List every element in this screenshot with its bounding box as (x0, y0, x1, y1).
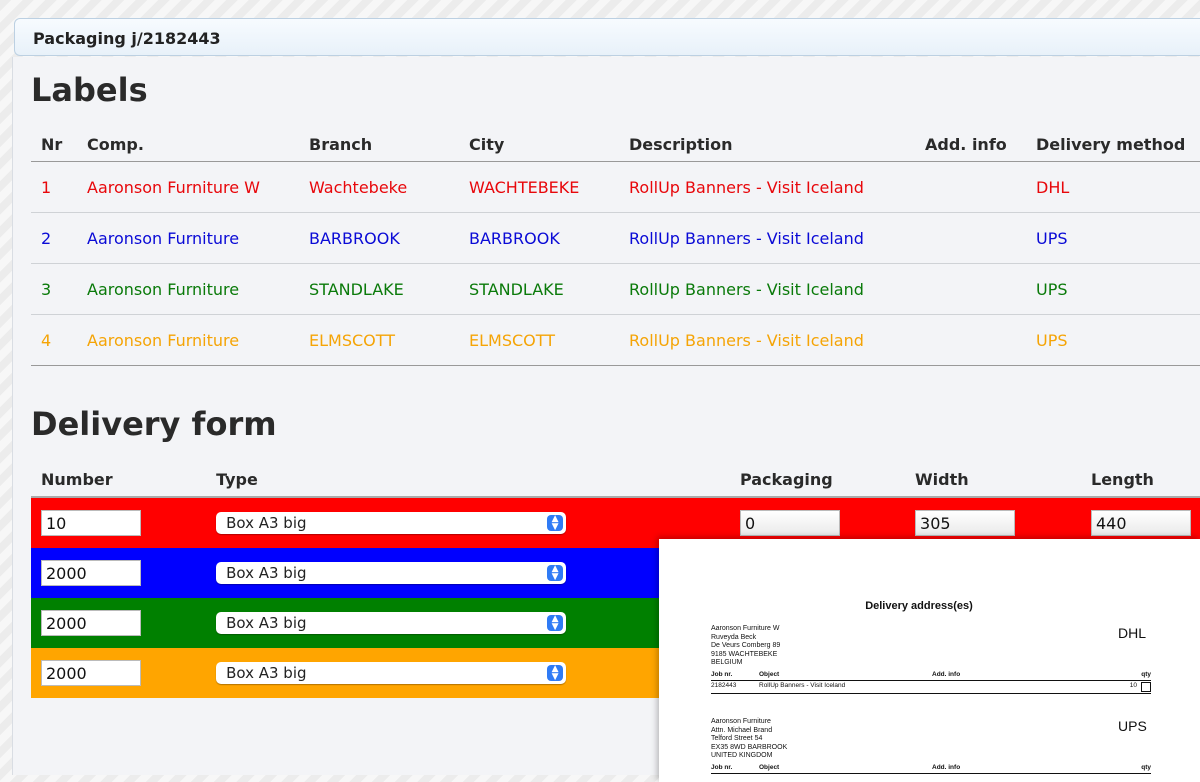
label-row (31, 264, 1200, 315)
col-packaging: Packaging (730, 462, 905, 497)
label-branch: ELMSCOTT (299, 315, 459, 366)
label-nr: 3 (31, 264, 77, 315)
label-delivery-method: UPS (1026, 264, 1200, 315)
label-company: Aaronson Furniture (77, 264, 299, 315)
document-title: Delivery address(es) (865, 600, 973, 612)
col-width: Width (905, 462, 1081, 497)
type-select-value: Box A3 big (226, 614, 307, 632)
address-block-1 (711, 625, 780, 668)
number-input[interactable] (41, 510, 141, 536)
address-line: Attn. Michael Brand (711, 726, 773, 734)
type-cell (206, 497, 730, 548)
type-select[interactable] (216, 612, 566, 634)
doc-job-nr: 2182443 (711, 682, 737, 689)
checkbox-icon[interactable] (1141, 682, 1151, 692)
label-branch: Wachtebeke (299, 162, 459, 213)
number-input[interactable] (41, 610, 141, 636)
doc-col-qty: qty (1141, 671, 1151, 678)
label-description: RollUp Banners - Visit Iceland (619, 162, 915, 213)
label-branch: BARBROOK (299, 213, 459, 264)
document-table-row (711, 681, 1151, 694)
labels-heading: Labels (31, 71, 148, 109)
delivery-method-1: DHL (1118, 625, 1147, 641)
type-select[interactable] (216, 562, 566, 584)
label-company: Aaronson Furniture (77, 315, 299, 366)
address-line: De Veurs Comberg 89 (711, 642, 781, 649)
packaging-input[interactable] (740, 510, 840, 536)
doc-col-add-info: Add. info (932, 764, 961, 771)
doc-col-add-info: Add. info (932, 671, 961, 678)
doc-col-object: Object (759, 764, 780, 771)
delivery-header-row (31, 462, 1200, 497)
width-input[interactable] (915, 510, 1015, 536)
col-city: City (459, 127, 619, 162)
number-input[interactable] (41, 560, 141, 586)
type-select[interactable] (216, 662, 566, 684)
label-row (31, 213, 1200, 264)
label-description: RollUp Banners - Visit Iceland (619, 213, 915, 264)
label-city: ELMSCOTT (459, 315, 619, 366)
length-input[interactable] (1091, 510, 1191, 536)
labels-header-row (31, 127, 1200, 162)
document-table-2 (711, 763, 1151, 774)
type-select-value: Box A3 big (226, 564, 307, 582)
doc-qty: 10 (1129, 682, 1137, 689)
type-cell (206, 548, 730, 598)
type-cell (206, 648, 733, 698)
label-add-info (915, 264, 1026, 315)
doc-object: RollUp Banners - Visit Iceland (759, 682, 846, 689)
up-down-chevron-icon: ▲ ▼ (547, 665, 563, 681)
address-line: UNITED KINGDOM (711, 752, 773, 759)
document-table-header (711, 670, 1151, 681)
doc-col-object: Object (759, 671, 780, 678)
delivery-address-document (659, 539, 1200, 782)
delivery-method-2: UPS (1118, 718, 1147, 734)
label-add-info (915, 213, 1026, 264)
doc-col-qty: qty (1141, 764, 1151, 771)
type-select-value: Box A3 big (226, 514, 307, 532)
number-input-cell (31, 548, 206, 598)
label-city: STANDLAKE (459, 264, 619, 315)
document-table-header (711, 763, 1151, 774)
address-line: 9185 WACHTEBEKE (711, 650, 778, 658)
label-city: WACHTEBEKE (459, 162, 619, 213)
address-block-2 (711, 718, 787, 761)
label-add-info (915, 315, 1026, 366)
col-number: Number (31, 462, 206, 497)
type-select-value: Box A3 big (226, 664, 307, 682)
address-line: EX35 8WD BARBROOK (711, 743, 788, 751)
up-down-chevron-icon: ▲ ▼ (547, 565, 563, 581)
address-line: Aaronson Furniture W (711, 625, 780, 632)
col-type: Type (206, 462, 730, 497)
address-line: BELGIUM (711, 659, 743, 666)
up-down-chevron-icon: ▲ ▼ (547, 615, 563, 631)
labels-table (31, 127, 1200, 366)
page-title: Packaging j/2182443 (33, 29, 221, 48)
address-line: Telford Street 54 (711, 735, 763, 742)
label-delivery-method: UPS (1026, 315, 1200, 366)
col-description: Description (619, 127, 915, 162)
col-length: Length (1081, 462, 1200, 497)
document-table-1 (711, 670, 1151, 694)
label-city: BARBROOK (459, 213, 619, 264)
address-line: Aaronson Furniture (711, 718, 771, 725)
label-delivery-method: UPS (1026, 213, 1200, 264)
number-input-cell (31, 598, 206, 648)
type-select[interactable] (216, 512, 566, 534)
label-nr: 1 (31, 162, 77, 213)
header-bar (14, 18, 1200, 56)
address-line: Ruveyda Beck (711, 633, 757, 641)
label-description: RollUp Banners - Visit Iceland (619, 315, 915, 366)
number-input-cell (31, 648, 206, 698)
doc-col-job: Job nr. (711, 671, 733, 678)
label-add-info (915, 162, 1026, 213)
col-nr: Nr (31, 127, 77, 162)
label-description: RollUp Banners - Visit Iceland (619, 264, 915, 315)
number-input-cell (31, 497, 206, 548)
number-input[interactable] (41, 660, 141, 686)
label-company: Aaronson Furniture W (77, 162, 299, 213)
col-comp: Comp. (77, 127, 299, 162)
col-add-info: Add. info (915, 127, 1026, 162)
col-delivery-method: Delivery method (1026, 127, 1200, 162)
label-branch: STANDLAKE (299, 264, 459, 315)
doc-col-job: Job nr. (711, 764, 733, 771)
col-branch: Branch (299, 127, 459, 162)
delivery-form-heading: Delivery form (31, 405, 277, 443)
label-delivery-method: DHL (1026, 162, 1200, 213)
label-row (31, 315, 1200, 366)
label-row (31, 162, 1200, 213)
label-nr: 4 (31, 315, 77, 366)
label-company: Aaronson Furniture (77, 213, 299, 264)
up-down-chevron-icon: ▲ ▼ (547, 515, 563, 531)
label-nr: 2 (31, 213, 77, 264)
type-cell (206, 598, 730, 648)
